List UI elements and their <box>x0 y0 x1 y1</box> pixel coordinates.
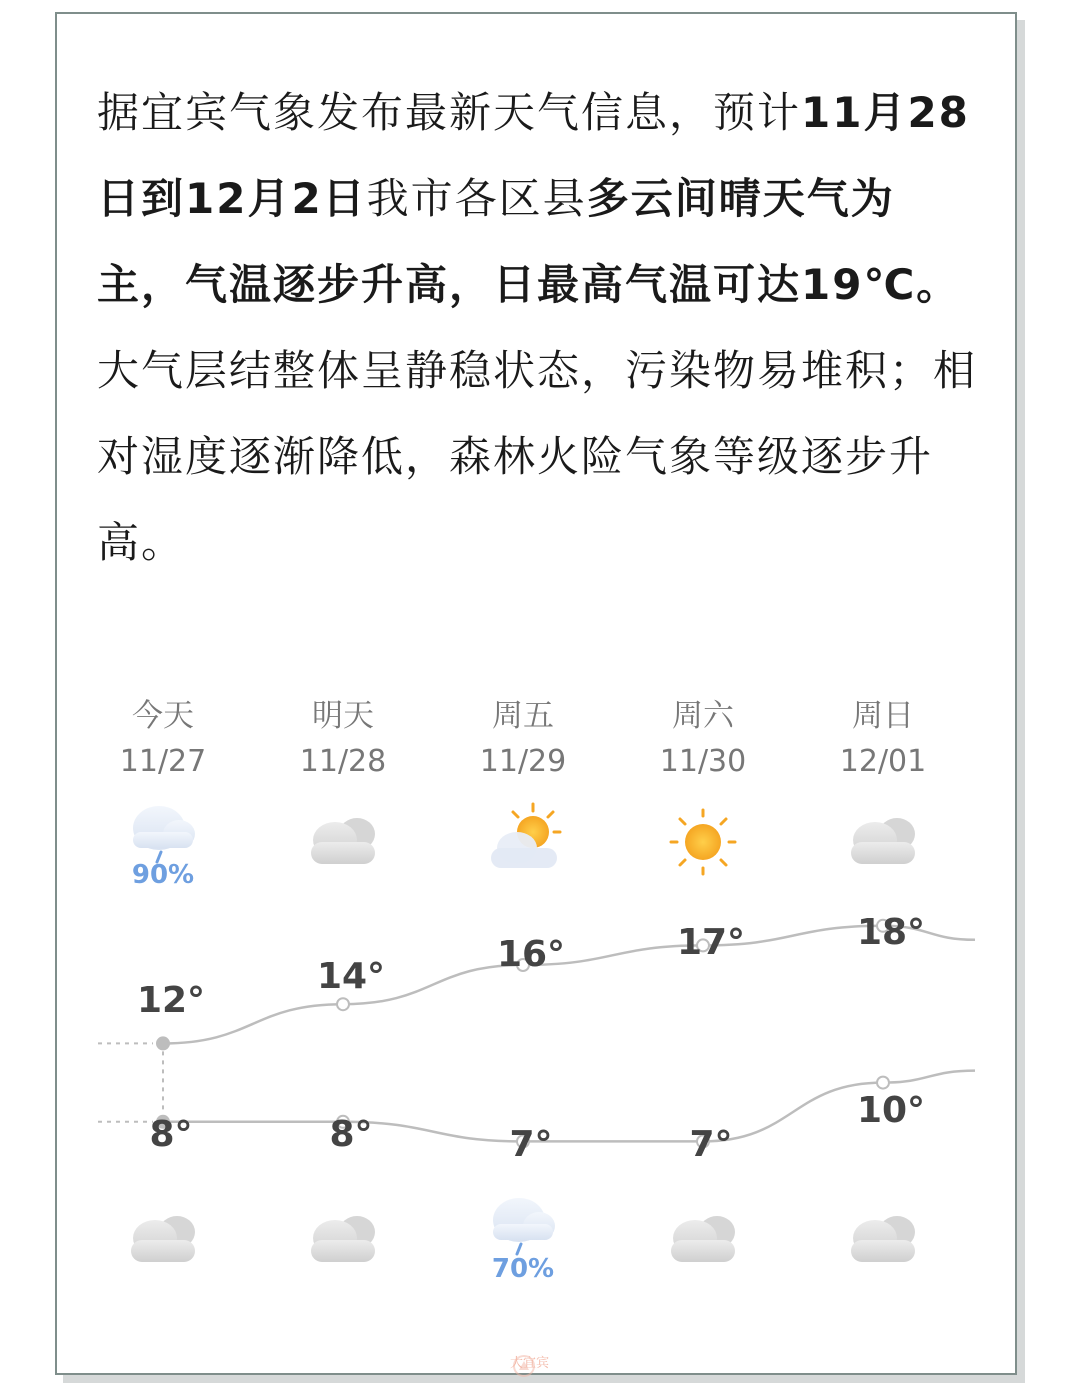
low-temp-label: 8° <box>149 1114 193 1155</box>
night-precip-2: 70% <box>491 1254 555 1284</box>
watermark-text: 大宜宾 <box>510 1356 550 1371</box>
day-name: 周日 <box>852 698 914 734</box>
day-name: 周五 <box>492 698 554 734</box>
day-date: 11/28 <box>299 744 387 779</box>
day-name: 明天 <box>312 698 374 734</box>
low-temp-label: 7° <box>509 1124 553 1165</box>
low-temp-label: 10° <box>856 1090 926 1131</box>
low-temp-point <box>877 1077 889 1089</box>
high-temp-label: 12° <box>136 980 206 1021</box>
low-temp-label: 8° <box>329 1114 373 1155</box>
day-date: 12/01 <box>839 744 927 779</box>
article-headline: 多云间晴天气为主，气温逐步升高，日最高气温可达19℃。 <box>97 174 961 309</box>
high-temp-label: 16° <box>496 934 566 975</box>
low-temp-label: 7° <box>689 1124 733 1165</box>
high-temp-point <box>337 998 349 1010</box>
high-temp-label: 14° <box>316 956 386 997</box>
article-seg-5: 大气层结整体呈静稳状态，污染物易堆积；相对湿度逐渐降低，森林火险气象等级逐步升高。 <box>97 346 978 567</box>
day-name: 今天 <box>132 698 194 734</box>
high-temp-label: 18° <box>856 912 926 953</box>
article-date-range: 11月28日到12月2日 <box>97 88 970 223</box>
day-precip-0: 90% <box>131 860 195 890</box>
day-date: 11/30 <box>659 744 747 779</box>
day-name: 周六 <box>672 698 734 734</box>
day-date: 11/29 <box>479 744 567 779</box>
high-temp-label: 17° <box>676 922 746 963</box>
article-seg-3: 我市各区县 <box>366 174 587 223</box>
article-seg-1: 据宜宾气象发布最新天气信息，预计 <box>97 88 802 137</box>
high-temp-point <box>157 1037 169 1049</box>
day-date: 11/27 <box>119 744 207 779</box>
